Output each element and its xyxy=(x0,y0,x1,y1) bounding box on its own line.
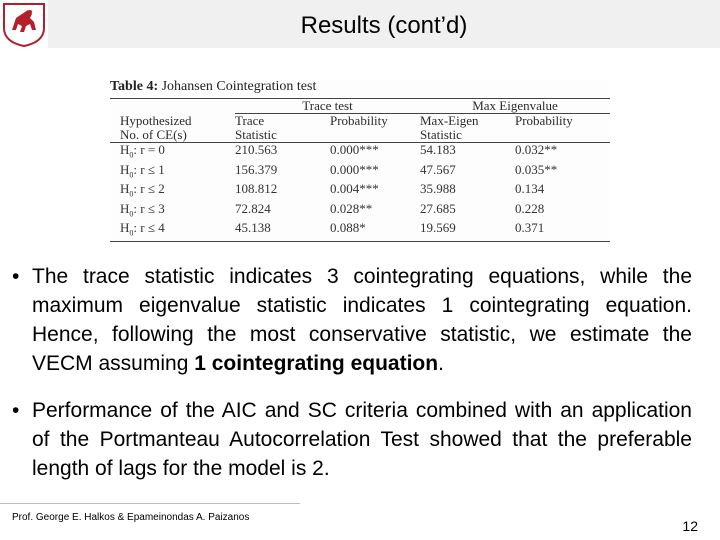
trace-prob-cell: 0.000*** xyxy=(330,142,379,157)
bullet-list xyxy=(12,262,692,501)
bullet-text: The trace statistic indicates 3 cointegrating equations, while the maximum eigenvalue statistic indicates 1 cointegrating equation. Hence, following the most conservative statistic, we estimate the VECM assuming 1 cointegrating equation. xyxy=(32,265,692,375)
bullet-marker: • xyxy=(12,399,20,422)
bullet-item xyxy=(12,262,692,378)
trace-prob-cell: 0.028** xyxy=(330,200,373,216)
hypothesis-cell: $H_0$: r ≤ 3 xyxy=(120,200,165,219)
group-header-empty xyxy=(110,99,235,114)
maxeig-prob-cell: 0.035** xyxy=(515,161,558,177)
col-header xyxy=(330,128,420,143)
maxeig-prob-cell: 0.032** xyxy=(515,142,558,157)
maxeig-cell: 35.988 xyxy=(420,181,456,197)
col-header: Hypothesized xyxy=(120,112,192,128)
slide-title: Results (cont’d) xyxy=(300,12,468,39)
maxeig-prob-cell: 0.371 xyxy=(515,221,610,241)
bullet-item xyxy=(12,396,692,483)
col-header: Probability xyxy=(515,113,573,128)
col-header: Max-Eigen xyxy=(420,113,479,128)
page-number: 12 xyxy=(682,518,698,534)
table-caption xyxy=(110,80,610,99)
trace-cell: 45.138 xyxy=(235,221,330,241)
footer-divider xyxy=(0,503,300,504)
maxeig-cell: 54.183 xyxy=(420,142,456,157)
university-logo-icon xyxy=(0,0,48,48)
hypothesis-cell: $H_0$: r ≤ 4 xyxy=(110,221,235,241)
table-caption-label: Table 4: xyxy=(110,79,159,94)
trace-prob-cell: 0.088* xyxy=(330,221,420,241)
table-caption-title: Johansen Cointegration test xyxy=(158,79,317,94)
col-header: Probability xyxy=(330,113,388,128)
hypothesis-cell: $H_0$: r = 0 xyxy=(120,142,165,160)
footer-author: Prof. George E. Halkos & Epameinondas A. Paizanos xyxy=(12,512,250,523)
col-header: No. of CE(s) xyxy=(110,128,235,143)
trace-cell: 156.379 xyxy=(235,161,278,177)
hypothesis-cell: $H_0$: r ≤ 1 xyxy=(120,161,165,180)
trace-prob-cell: 0.000*** xyxy=(330,161,379,177)
bullet-marker: • xyxy=(12,265,20,288)
hypothesis-cell: $H_0$: r ≤ 2 xyxy=(120,181,165,199)
col-header xyxy=(515,128,610,143)
col-header: Statistic xyxy=(420,128,515,143)
bullet-emphasis: 1 cointegrating equation xyxy=(194,352,439,375)
trace-cell: 72.824 xyxy=(235,200,271,216)
maxeig-prob-cell: 0.134 xyxy=(515,181,545,197)
bullet-text: Performance of the AIC and SC criteria combined with an application of the Portmanteau Autocorrelation Test showed that the preferable length of lags for the model is 2. xyxy=(32,399,692,480)
trace-cell: 210.563 xyxy=(235,142,278,157)
col-header: Statistic xyxy=(235,128,330,143)
group-header-maxeig: Max Eigenvalue xyxy=(420,99,610,114)
maxeig-cell: 47.567 xyxy=(420,161,456,177)
group-header-trace: Trace test xyxy=(235,99,420,114)
trace-prob-cell: 0.004*** xyxy=(330,181,379,197)
johansen-table xyxy=(110,80,610,242)
maxeig-cell: 19.569 xyxy=(420,221,515,241)
col-header: Trace xyxy=(235,113,265,128)
maxeig-cell: 27.685 xyxy=(420,200,456,216)
trace-cell: 108.812 xyxy=(235,181,278,197)
maxeig-prob-cell: 0.228 xyxy=(515,200,545,216)
